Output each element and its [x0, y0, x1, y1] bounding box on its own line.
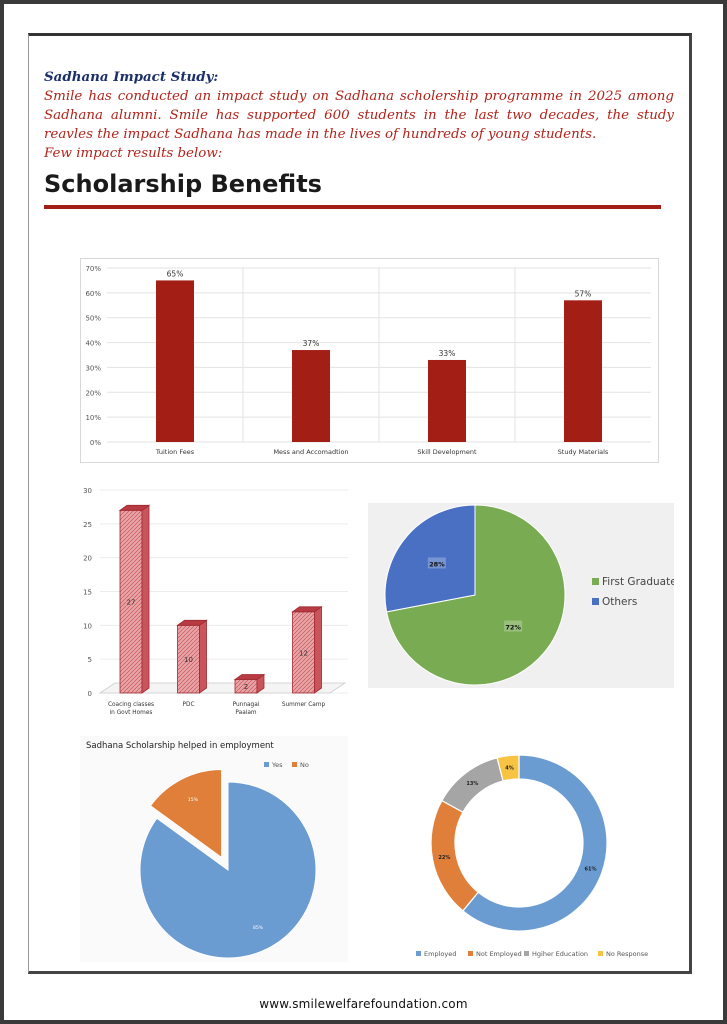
employment-pie-chart [80, 736, 348, 962]
status-donut-chart [390, 742, 660, 964]
section-title: Scholarship Benefits [44, 170, 322, 198]
programs-bar-chart [78, 478, 350, 718]
bar-side-1 [142, 505, 149, 693]
y-tick-label: 10% [85, 414, 101, 423]
first-graduate-pie-chart-svg [368, 503, 674, 688]
legend-swatch [524, 951, 529, 956]
bar-data-label: 27 [126, 598, 136, 607]
y-tick-label: 20% [85, 389, 101, 398]
y-tick-label: 60% [85, 289, 101, 298]
y-tick-label: 30% [85, 364, 101, 373]
pie-data-label: 85% [252, 925, 263, 931]
bar-data-label: 33% [438, 348, 456, 358]
pie-data-label: 72% [505, 623, 521, 632]
x-category-label: Study Materials [557, 448, 609, 456]
y-tick-label: 40% [85, 339, 101, 348]
intro-heading: Sadhana Impact Study: [44, 69, 219, 85]
intro-few-results: Few impact results below: [44, 146, 223, 161]
employment-pie-chart-svg [80, 736, 348, 962]
donut-data-label: 22% [438, 855, 451, 862]
bar-2 [292, 350, 330, 442]
legend-label: No [300, 761, 309, 769]
legend-swatch [264, 762, 269, 767]
y-tick-label: 20 [83, 554, 92, 563]
x-category-label: PDC [182, 702, 195, 708]
y-tick-label: 70% [85, 265, 101, 273]
y-tick-label: 30 [83, 487, 92, 495]
legend-swatch [592, 598, 599, 605]
bar-side-2 [200, 620, 207, 693]
bar-data-label: 57% [574, 289, 592, 299]
x-category-label: in Govt Homes [109, 710, 153, 716]
chart-title: Sadhana Scholarship helped in employment [86, 741, 274, 751]
bar-data-label: 65% [166, 269, 184, 279]
intro-block [44, 68, 674, 163]
bar-data-label: 12 [299, 649, 308, 658]
legend-label: No Response [606, 950, 649, 958]
x-category-label: Skill Development [417, 448, 477, 456]
legend-swatch [292, 762, 297, 767]
bar-data-label: 37% [302, 339, 320, 349]
donut-data-label: 61% [584, 866, 597, 873]
legend-label: Yes [272, 761, 283, 769]
y-tick-label: 25 [83, 520, 92, 529]
bar-data-label: 2 [243, 683, 249, 692]
y-tick-label: 10 [83, 622, 92, 631]
programs-bar-chart-svg [78, 478, 350, 718]
x-category-label: Punnagai [232, 702, 260, 708]
y-tick-label: 5 [87, 656, 92, 665]
x-category-label: Tuition Fees [155, 448, 195, 456]
legend-label: Hgiher Education [532, 950, 589, 958]
donut-data-label: 4% [505, 765, 514, 772]
legend-swatch [598, 951, 603, 956]
donut-data-label: 13% [466, 780, 479, 787]
legend-swatch [592, 578, 599, 585]
legend-label: First Graduate [602, 576, 674, 588]
first-graduate-pie-chart [368, 503, 674, 688]
legend-label: Not Employed [476, 950, 522, 958]
x-category-label: Coacing classes [107, 702, 155, 708]
bar-data-label: 10 [184, 656, 193, 665]
legend-swatch [468, 951, 473, 956]
intro-paragraph: Smile has conducted an impact study on Sadhana scholership programme in 2025 among Sadhana alumni. Smile has supported 600 students in the last two decades, the study reavles the impact Sadhana has made in the lives of hundreds of young students. [44, 89, 674, 142]
title-underline [44, 205, 661, 209]
pie-data-label: 15% [187, 798, 198, 804]
bar-1 [156, 280, 194, 442]
y-tick-label: 15 [83, 588, 92, 597]
footer-website: www.smilewelfarefoundation.com [259, 997, 468, 1011]
y-tick-label: 50% [85, 314, 101, 323]
x-category-label: Summer Camp [281, 702, 326, 708]
status-donut-chart-svg [390, 742, 660, 964]
bar-4 [564, 300, 602, 442]
bar-side-4 [315, 607, 322, 693]
legend-label: Employed [424, 950, 457, 958]
legend-label: Others [602, 596, 638, 608]
pie-data-label: 28% [429, 560, 445, 569]
benefits-bar-chart-svg [81, 259, 658, 462]
legend-swatch [416, 951, 421, 956]
bar-3 [428, 360, 466, 442]
x-category-label: Paalam [235, 710, 257, 716]
y-tick-label: 0 [87, 690, 92, 698]
x-category-label: Mess and Accomadtion [273, 448, 349, 456]
benefits-bar-chart [80, 258, 659, 463]
y-tick-label: 0% [89, 439, 101, 447]
